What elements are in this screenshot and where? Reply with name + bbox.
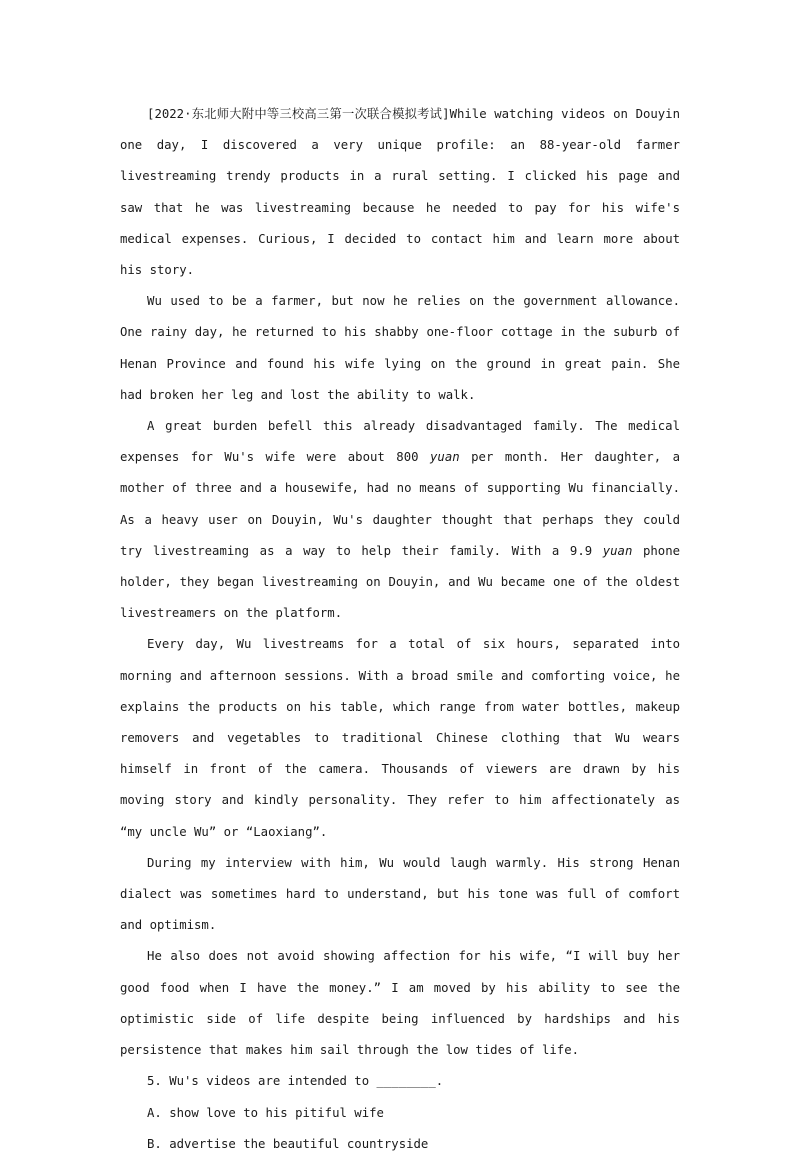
question-stem: 5. Wu's videos are intended to ________.: [147, 1074, 444, 1089]
paragraph-text: phone holder, they began livestreaming on Douyin, and Wu became one of the oldest livestreamers on the platform.: [120, 543, 681, 621]
source-citation: [2022·东北师大附中等三校高三第一次联合模拟考试]: [147, 107, 450, 121]
passage-paragraph-2: Wu used to be a farmer, but now he relies on the government allowance. One rainy day, he returned to his shabby one-floor cottage in the suburb of Henan Province and found his wife lying on the ground in great pain. She had broken her leg and lost the ability to walk.: [120, 294, 680, 402]
italic-term: yuan: [602, 543, 633, 558]
answer-option-a[interactable]: A. show love to his pitiful wife: [147, 1105, 384, 1120]
answer-option-b[interactable]: B. advertise the beautiful countryside: [147, 1136, 429, 1151]
passage-paragraph-1: [120, 99, 680, 286]
italic-term: yuan: [430, 450, 460, 465]
passage-paragraph-3: [120, 411, 680, 629]
document-page: [120, 99, 680, 1160]
passage-paragraph-6: He also does not avoid showing affection for his wife, “I will buy her good food when I have the money.” I am moved by his ability to see the optimistic side of life despite being influenced by hardships and his persistence that makes him sail through the low tides of life.: [120, 949, 680, 1058]
passage-paragraph-5: During my interview with him, Wu would laugh warmly. His strong Henan dialect was sometimes hard to understand, but his tone was full of comfort and optimism.: [120, 855, 680, 933]
paragraph-text: A great burden befell this already disadvantaged family. The medical expenses for Wu's wife were about 800: [120, 419, 680, 465]
paragraph-text: per month. Her daughter, a mother of three and a housewife, had no means of supporting Wu financially. As a heavy user on Douyin, Wu's daughter thought that perhaps they could try livestreaming as a way to help their family. With a 9.9: [120, 450, 681, 558]
passage-paragraph-4: Every day, Wu livestreams for a total of six hours, separated into morning and afternoon sessions. With a broad smile and comforting voice, he explains the products on his table, which range from water bottles, makeup removers and vegetables to traditional Chinese clothing that Wu wears himself in front of the camera. Thousands of viewers are drawn by his moving story and kindly personality. They refer to him affectionately as “my uncle Wu” or “Laoxiang”.: [120, 637, 680, 839]
paragraph-text: While watching videos on Douyin one day, I discovered a very unique profile: an 88-year-old farmer livestreaming trendy products in a rural setting. I clicked his page and saw that he was livestreaming because he needed to pay for his wife's medical expenses. Curious, I decided to contact him and learn more about his story.: [120, 107, 680, 278]
